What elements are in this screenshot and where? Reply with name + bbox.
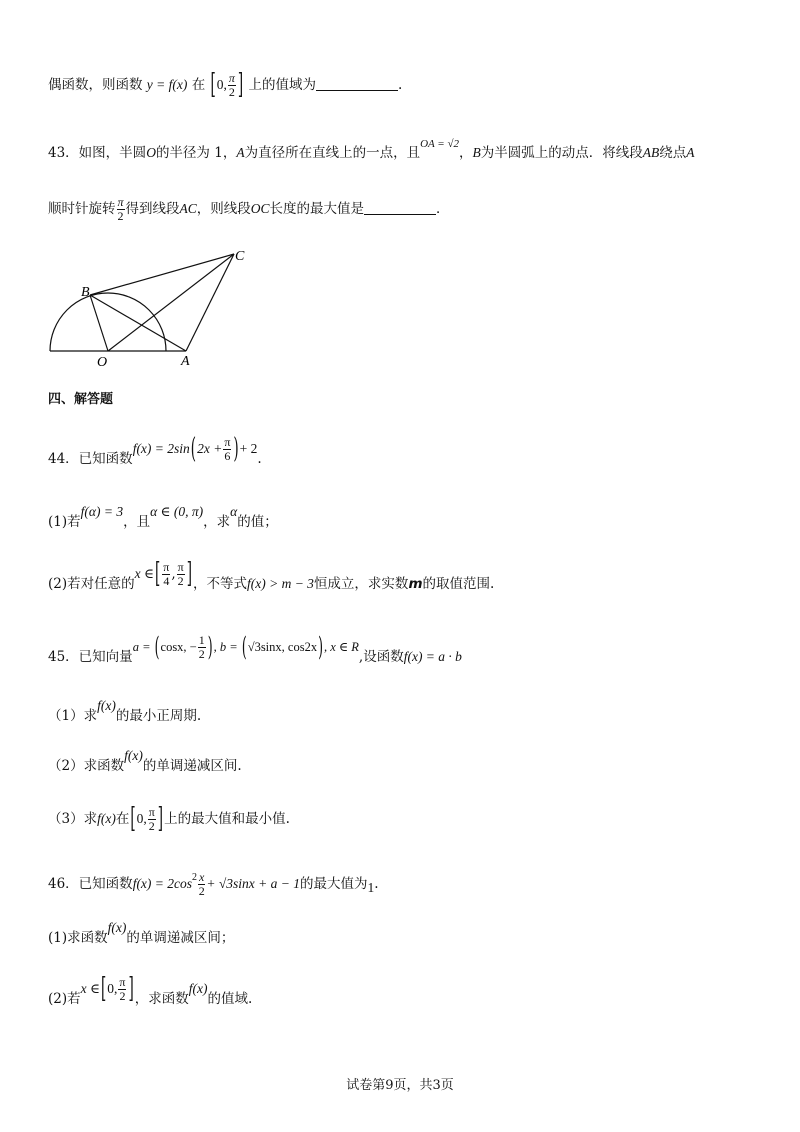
q46-part-1: (1)求函数f(x)的单调递减区间；	[48, 920, 235, 946]
q42-func: y = f(x)	[146, 77, 188, 92]
fig-segment-BC	[90, 254, 234, 295]
section-heading: 四、解答题	[48, 392, 114, 407]
fig-label-C: C	[235, 249, 245, 264]
q44-stem: 44．已知函数f(x) = 2sin(2x + $\frac{\pi}{6}$ )+ 2.	[48, 432, 262, 467]
q44-part-1: (1)若f(α) = 3，且α ∈ (0, π)，求α的值；	[48, 504, 278, 530]
q46-stem: 46．已知函数$f(x) = 2\cos^2$ $\frac{x}{2}$ + √3sinx + a − 1的最大值为1.	[48, 870, 379, 898]
fig-segment-BA	[90, 295, 186, 351]
q43-answer-blank[interactable]	[364, 200, 436, 215]
q43-condition: OA = √2	[420, 138, 460, 150]
fig-segment-AC	[186, 254, 234, 351]
q42-tail-line: 偶函数，则函数 y = f(x) 在 [0, $\frac{\pi}{2}$ ] 上的值域为 .	[48, 68, 403, 102]
fig-segment-OC	[108, 254, 234, 351]
q44-part-2: (2)若对任意的x ∈[ $\frac{\pi}{4}$ , $\frac{\pi}{2}$ ]，不等式f(x) > m − 3恒成立，求实数m的取值范围.	[48, 557, 495, 592]
q44-frac: $\frac{\pi}{6}$	[224, 435, 231, 463]
page-footer: 试卷第9页，共3页	[346, 1078, 454, 1093]
q43-line-2: 顺时针旋转 $\frac{\pi}{2}$ 得到线段AC，则线段OC长度的最大值是 ．	[48, 195, 450, 223]
q42-text-pre: 偶函数，则函数	[48, 77, 143, 93]
q45-part-1: （1）求f(x)的最小正周期.	[48, 698, 202, 724]
q42-interval-frac: $\frac{\pi}{2}$	[228, 71, 235, 99]
q44-func: f(x) = 2sin	[132, 441, 190, 456]
fig-label-A: A	[181, 354, 190, 369]
q45-part-2: （2）求函数f(x)的单调递减区间.	[48, 748, 242, 774]
q45-part-3: （3）求f(x)在[0, $\frac{\pi}{2}$ ]上的最大值和最小值.	[48, 802, 290, 836]
q43-figure	[40, 244, 300, 374]
q42-text-mid: 在	[191, 77, 206, 93]
fig-label-O: O	[97, 355, 108, 370]
q42-interval-left: 0,	[216, 77, 227, 92]
q42-answer-blank[interactable]	[316, 76, 398, 91]
q43-line-1: 43．如图，半圆O的半径为 1，A为直径所在直线上的一点，且$^{OA = √2}$，B为半圆弧上的动点．将线段AB绕点A	[48, 138, 695, 161]
q45-stem: 45．已知向量a = (cosx, − $\frac{1}{2}$ ), b = (√3sinx, cos2x), x ∈ R,设函数f(x) = a · b	[48, 630, 462, 665]
q42-text-post: 上的值域为	[248, 77, 316, 93]
q46-part-2: (2)若x ∈[0, $\frac{\pi}{2}$ ]，求函数f(x)的值域.	[48, 972, 253, 1007]
fig-label-B: B	[81, 285, 90, 300]
fig-semicircle-arc	[50, 293, 166, 351]
q43-rotation-frac: $\frac{\pi}{2}$	[117, 195, 124, 223]
